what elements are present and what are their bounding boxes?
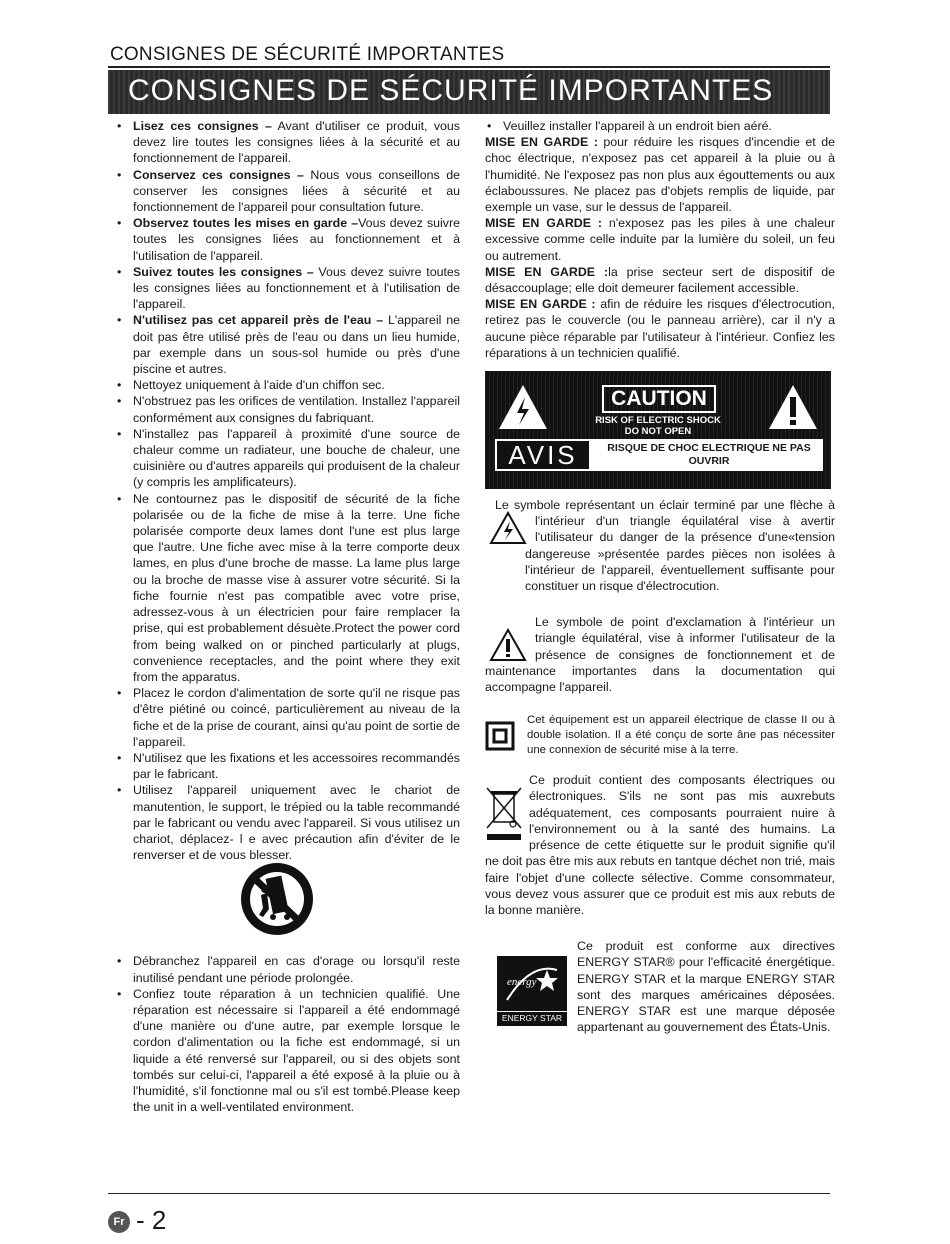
list-item: • N'utilisez que les fixations et les accessoires recommandés par le fabricant. — [115, 750, 460, 782]
list-item: • Suivez toutes les consignes – Vous devez suivre toutes les consignes liées au fonctionnement et à l'utilisation de l'appareil. — [115, 264, 460, 313]
banner-title: CONSIGNES DE SÉCURITÉ IMPORTANTES — [128, 74, 774, 107]
list-item: • N'utilisez pas cet appareil près de l'eau – L'appareil ne doit pas être utilisé près de l'eau ou dans un lieu humide, par exemple dans un sous-sol humide ou près d'une piscine et autres. — [115, 312, 460, 377]
avis-word: AVIS — [497, 441, 589, 469]
crossed-bin-icon — [485, 784, 523, 844]
left-column — [115, 118, 460, 1115]
list-item: • Placez le cordon d'alimentation de sorte qu'il ne risque pas d'être piétiné ou coincé, particulièrement au niveau de la fiche et de la prise de courant, ainsi qu'au point de sortie de l'appareil. — [115, 685, 460, 750]
page-number: - 2 — [136, 1205, 167, 1235]
list-item: • Ne contournez pas le dispositif de sécurité de la fiche polarisée ou de la fiche de mise à la terre. Une fiche polarisée comporte deux lames dont l'une est plus large que l'autre. Une fiche avec mise à la terre comporte deux lames, en plus d'une broche de masse. La lame plus large ou la broche de masse vise à assurer votre sécurité. Si la fiche fournie n'est pas compatible avec votre prise, adressez-vous à un électricien pour faire remplacer la prise, qui est probablement désuète.Protect the power cord from being walked on or pinched particularly at plugs, convenience receptacles, and the point where they exit from the apparatus. — [115, 491, 460, 685]
lightning-symbol-text: Le symbole représentant un éclair terminé par une flèche à l'intérieur d'un triangle équilatéral vise à avertir l'utilisateur du danger de la présence d'une«tension dangereuse »présentée pardes pièces non isolées à l'intérieur de l'appareil, éventuellement suffisante pour constituer un risque d'électrocution. — [495, 498, 835, 594]
right-column — [485, 118, 835, 1035]
list-item: • Veuillez installer l'appareil à un endroit bien aéré. — [485, 118, 835, 134]
cart-warning-figure — [115, 863, 460, 953]
energy-star-logo-text: ENERGY STAR — [497, 1011, 567, 1025]
list-item: • Débranchez l'appareil en cas d'orage ou lorsqu'il reste inutilisé pendant une période prolongée. — [115, 953, 460, 985]
class2-text: Cet équipement est un appareil électrique de classe II ou à double isolation. Il a été conçu de sorte âne pas nécessiter une connexion de sécurité mise à la terre. — [527, 714, 835, 757]
lightning-triangle-icon — [497, 383, 549, 431]
section-banner — [108, 70, 830, 114]
page-header-title: CONSIGNES DE SÉCURITÉ IMPORTANTES — [110, 44, 505, 65]
header-rule — [108, 66, 830, 68]
energy-star-logo — [497, 956, 567, 1026]
warning-paragraph: MISE EN GARDE : n'exposez pas les piles à une chaleur excessive comme celle induite par la lumière du soleil, un feu ou autrement. — [485, 216, 835, 263]
warning-paragraph: MISE EN GARDE : afin de réduire les risques d'électrocution, retirez pas le couvercle (ou le panneau arrière), car il n'y a aucune pièce réparable par l'utilisateur à l'intérieur. Confiez les réparations à un technicien qualifié. — [485, 297, 835, 360]
energy-script-text: energy — [507, 976, 537, 989]
class2-note — [485, 713, 835, 758]
energy-star-text: Ce produit est conforme aux directives ENERGY STAR® pour l'efficacité énergétique. ENERGY STAR et la marque ENERGY STAR sont des marques américaines déposées. ENERGY STAR est une marque déposée appartenant au gouvernement des États-Unis. — [577, 939, 835, 1035]
list-item: • Nettoyez uniquement à l'aide d'un chiffon sec. — [115, 377, 460, 393]
list-item: • N'obstruez pas les orifices de ventilation. Installez l'appareil conformément aux consignes du fabriquant. — [115, 393, 460, 425]
warning-paragraph: MISE EN GARDE : pour réduire les risques d'incendie et de choc électrique, n'exposez pas cet appareil à la pluie ou à l'humidité. Ne l'exposez pas non plus aux égouttements ou aux éclaboussures. Ne placez pas d'objets remplis de liquide, par exemple un vase, sur le dessus de l'appareil. — [485, 135, 835, 215]
list-item: • N'installez pas l'appareil à proximité d'une source de chaleur comme un radiateur, une bouche de chaleur, une cuisinière ou d'autres appareils qui produisent de la chaleur (y compris les amplificateurs). — [115, 426, 460, 491]
caution-subtext — [585, 415, 731, 437]
caution-subtext-line: DO NOT OPEN — [624, 426, 692, 438]
safety-list-continued — [115, 953, 460, 1115]
caution-label — [485, 371, 831, 489]
energy-star-note — [485, 938, 835, 1035]
avis-row — [495, 439, 823, 471]
warning-paragraph: MISE EN GARDE :la prise secteur sert de dispositif de désaccouplage; elle doit demeurer facilement accessible. — [485, 264, 835, 296]
safety-list — [115, 118, 460, 863]
lightning-symbol-note — [485, 497, 835, 594]
caution-word: CAUTION — [602, 385, 716, 413]
weee-text: Ce produit contient des composants électriques ou électroniques. S'ils ne sont pas mis auxrebuts adéquatement, ces composants pourraient nuire à l'environnement ou à la santé des humains. La présence de cette étiquette sur le produit signifie qu'il ne doit pas être mis aux rebuts en tantque déchet non trié, mais faire l'objet d'une collecte sélective. Comme consommateur, vous devez vous assurer que ce produit est mis aux rebuts de la bonne manière. — [485, 773, 835, 917]
list-item: • Confiez toute réparation à un technicien qualifié. Une réparation est nécessaire si l'appareil a été endommagé d'une manière ou d'une autre, par exemple lorsque le cordon d'alimentation ou la fiche est endommagé, si un liquide a été renversé sur l'appareil, ou si des objets sont tombés sur celui-ci, l'appareil a été exposé à la pluie ou à l'humidité, s'il fonctionne mal ou s'il est tombé.Please keep the unit in a well-ventilated environment. — [115, 986, 460, 1116]
double-insulation-icon — [485, 721, 515, 751]
list-item: • Conservez ces consignes – Nous vous conseillons de conserver les consignes liées à sécurité et au fonctionnement de l'appareil pour consultation future. — [115, 167, 460, 216]
exclamation-symbol-text: Le symbole de point d'exclamation à l'intérieur un triangle équilatéral, vise à informer l'utilisateur de la présence de consignes de fonctionnement et de maintenance importantes dans la documentation qui accompagne l'appareil. — [485, 615, 835, 695]
list-item: • Utilisez l'appareil uniquement avec le chariot de manutention, le support, le trépied ou la table recommandé par le fabricant ou vendu avec l'appareil. Si vous utilisez un chariot, déplacez- l e avec précaution afin d'éviter de le renverser et de vous blesser. — [115, 782, 460, 863]
language-badge: Fr — [108, 1211, 130, 1233]
weee-note — [485, 772, 835, 918]
ventilation-list — [485, 118, 835, 134]
avis-text: RISQUE DE CHOC ELECTRIQUE NE PAS OUVRIR — [607, 442, 811, 468]
lightning-triangle-icon — [489, 511, 527, 545]
list-item: • Observez toutes les mises en garde –Vous devez suivre toutes les consignes liées au fonctionnement et à l'utilisation de l'appareil. — [115, 215, 460, 264]
list-item: • Lisez ces consignes – Avant d'utiliser ce produit, vous devez lire toutes les consignes liées à la sécurité et au fonctionnement de l'appareil. — [115, 118, 460, 167]
caution-subtext-line: RISK OF ELECTRIC SHOCK — [595, 415, 721, 427]
cart-tipover-icon — [237, 859, 317, 939]
exclamation-symbol-note — [485, 614, 835, 695]
footer-rule — [108, 1193, 830, 1194]
exclamation-triangle-icon — [489, 628, 527, 662]
exclamation-triangle-icon — [767, 383, 819, 431]
